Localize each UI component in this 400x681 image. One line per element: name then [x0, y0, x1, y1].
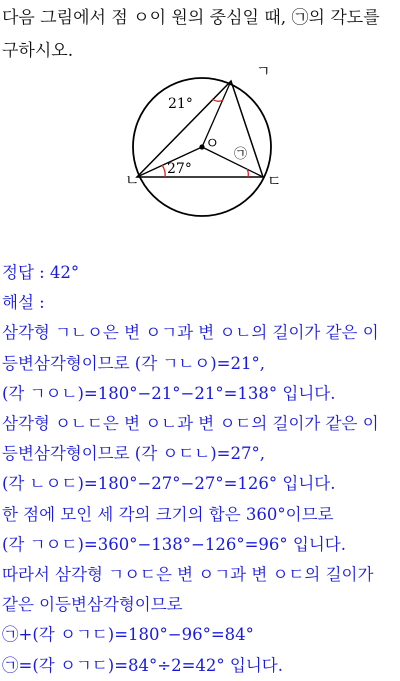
solution-line: 같은 이등변삼각형이므로	[2, 595, 183, 615]
center-label: ㅇ	[205, 134, 220, 152]
solution-line: (각 ㄱㅇㄴ)=180°−21°−21°=138° 입니다.	[2, 383, 336, 403]
point-label-top: ㄱ	[256, 66, 271, 80]
solution-line: ㉠+(각 ㅇㄱㄷ)=180°−96°=84°	[2, 625, 254, 645]
solution-heading: 해설 :	[2, 293, 45, 313]
point-label-right: ㄷ	[267, 172, 282, 190]
solution-line: 삼각형 ㅇㄴㄷ은 변 ㅇㄴ과 변 ㅇㄷ의 길이가 같은 이	[2, 414, 379, 434]
angle-arc-left	[162, 165, 165, 177]
question-line-1: 다음 그림에서 점 ㅇ이 원의 중심일 때, ㉠의 각도를	[2, 8, 380, 28]
angle-mark-label: ㉠	[234, 147, 248, 162]
question-line-2: 구하시오.	[2, 41, 74, 61]
geometry-figure	[0, 66, 400, 224]
question	[2, 2, 398, 68]
solution-line: 등변삼각형이므로 (각 ㅇㄷㄴ)=27°,	[2, 444, 265, 464]
solution-line: (각 ㄴㅇㄷ)=180°−27°−27°=126° 입니다.	[2, 474, 336, 494]
angle-arc-top	[212, 99, 223, 101]
solution-line: 한 점에 모인 세 각의 크기의 합은 360°이므로	[2, 504, 334, 524]
solution-line: (각 ㄱㅇㄷ)=360°−138°−126°=96° 입니다.	[2, 534, 346, 554]
solution	[2, 258, 398, 681]
solution-line: ㉠=(각 ㅇㄱㄷ)=84°÷2=42° 입니다.	[2, 655, 283, 675]
solution-line: 따라서 삼각형 ㄱㅇㄷ은 변 ㅇㄱ과 변 ㅇㄷ의 길이가	[2, 565, 374, 585]
center-dot	[199, 144, 204, 149]
angle-label-left: 27°	[167, 161, 192, 177]
answer: 정답 : 42°	[2, 263, 80, 282]
point-label-left: ㄴ	[125, 171, 140, 189]
solution-line: 등변삼각형이므로 (각 ㄱㄴㅇ)=21°,	[2, 353, 265, 373]
angle-arc-right	[247, 169, 248, 177]
angle-label-top: 21°	[168, 96, 193, 112]
solution-line: 삼각형 ㄱㄴㅇ은 변 ㅇㄱ과 변 ㅇㄴ의 길이가 같은 이	[2, 323, 379, 343]
